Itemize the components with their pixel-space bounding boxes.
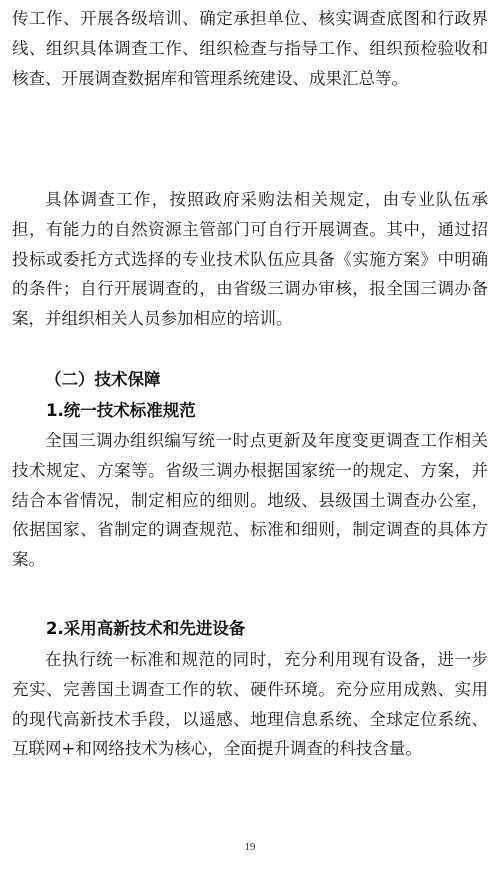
page-number: 19	[244, 841, 256, 853]
paragraph-training-tasks: 传工作、开展各级培训、确定承担单位、核实调查底图和行政界线、组织具体调查工作、组织检查与指导工作、组织预检验收和核查、开展调查数据库和管理系统建设、成果汇总等。	[12, 9, 488, 88]
paragraph-standards: 全国三调办组织编写统一时点更新及年度变更调查工作相关技术规定、方案等。省级三调办根据国家统一的规定、方案，并结合本省情况，制定相应的细则。地级、县级国土调查办公室，依据国家、省制定的调查规范、标准和细则，制定调查的具体方案。	[12, 431, 488, 570]
subheading-advanced-technology: 2.采用高新技术和先进设备	[46, 619, 246, 638]
paragraph-survey-work: 具体调查工作，按照政府采购法相关规定，由专业队伍承担，有能力的自然资源主管部门可自行开展调查。其中，通过招投标或委托方式选择的专业技术队伍应具备《实施方案》中明确的条件；自行开展调查的，由省级三调办审核，报全国三调办备案，并组织相关人员参加相应的培训。	[12, 190, 488, 329]
subheading-unified-standards: 1.统一技术标准规范	[46, 401, 196, 420]
paragraph-technology: 在执行统一标准和规范的同时，充分利用现有设备，进一步充实、完善国土调查工作的软、硬件环境。充分应用成熟、实用的现代高新技术手段，以遥感、地理信息系统、全球定位系统、互联网+和网络技术为核心，全面提升调查的科技含量。	[12, 650, 488, 759]
section-heading-technical-support: （二）技术保障	[45, 370, 161, 389]
